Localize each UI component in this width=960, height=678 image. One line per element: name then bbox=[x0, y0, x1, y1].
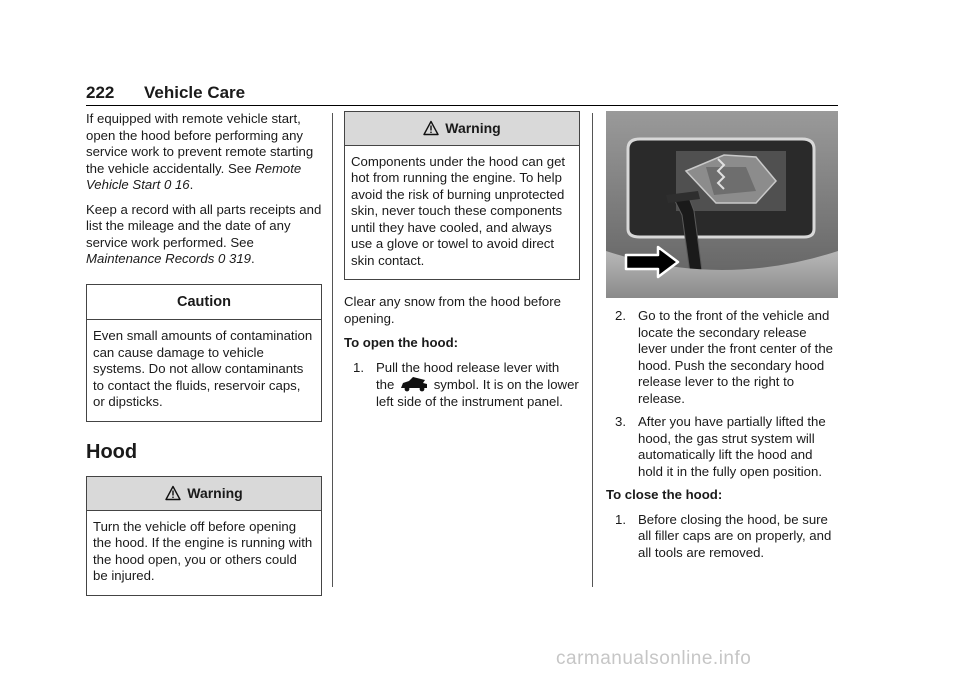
car-hood-open-icon bbox=[399, 376, 429, 392]
close-hood-heading: To close the hood: bbox=[606, 487, 723, 502]
page-number: 222 bbox=[86, 83, 115, 102]
page-ref-16[interactable]: 16 bbox=[174, 177, 190, 192]
open-hood-steps-continued bbox=[606, 308, 838, 480]
list-item: 1. Before closing the hood, be sure all filler caps are on properly, and all tools are removed. bbox=[615, 511, 832, 560]
warning-title: Warning bbox=[445, 120, 501, 136]
caution-text: Even small amounts of contamination can cause damage to vehicle systems. Do not allow contaminants to contact the fluids, reservoir caps, or dipsticks. bbox=[93, 328, 313, 409]
remote-start-paragraph: If equipped with remote vehicle start, open the hood before performing any service work to prevent remote starting the vehicle accidentally. See Remote Vehicle Start 0 16. bbox=[86, 111, 314, 192]
page-reference-icon: 0 bbox=[217, 251, 226, 266]
snow-paragraph: Clear any snow from the hood before opening. bbox=[344, 294, 561, 326]
open-hood-heading: To open the hood: bbox=[344, 335, 459, 350]
records-paragraph: Keep a record with all parts receipts and list the mileage and the date of any service work performed. See Maintenance Records 0 319. bbox=[86, 201, 322, 266]
maintenance-records-link[interactable]: Maintenance Records bbox=[86, 251, 215, 266]
page-ref-319[interactable]: 319 bbox=[228, 251, 251, 266]
remote-vehicle-start-link[interactable]: Remote Vehicle Start bbox=[86, 160, 302, 192]
warning-triangle-icon bbox=[423, 120, 439, 136]
column-left bbox=[86, 111, 322, 596]
column-divider-left bbox=[332, 113, 333, 587]
warning-header bbox=[87, 477, 321, 511]
list-item: 1. Pull the hood release lever with the symbol. It is on the lower left side of the instrument panel. bbox=[353, 359, 579, 409]
warning-text: Turn the vehicle off before opening the hood. If the engine is running with the hood open, you or others could be injured. bbox=[93, 518, 313, 583]
column-divider-right bbox=[592, 113, 593, 587]
secondary-release-lever-image bbox=[606, 111, 838, 298]
watermark: carmanualsonline.info bbox=[556, 648, 752, 669]
caution-title: Caution bbox=[87, 285, 321, 321]
list-item: 3. After you have partially lifted the hood, the gas strut system will automatically lift the hood and hold it in the fully open position. bbox=[615, 414, 826, 479]
open-hood-steps bbox=[344, 360, 580, 411]
warning-title: Warning bbox=[187, 485, 243, 501]
list-item: 2. Go to the front of the vehicle and locate the secondary release lever under the front center of the hood. Push the secondary hood release lever to the right to release. bbox=[615, 308, 833, 406]
hood-latch-illustration bbox=[606, 111, 838, 298]
warning-box-hot-components bbox=[344, 111, 580, 280]
column-right bbox=[606, 111, 838, 568]
warning-box-engine bbox=[86, 476, 322, 596]
caution-box bbox=[86, 284, 322, 422]
section-title: Vehicle Care bbox=[144, 83, 246, 102]
page-reference-icon: 0 bbox=[163, 177, 172, 192]
warning-triangle-icon bbox=[165, 485, 181, 501]
hood-heading: Hood bbox=[86, 440, 138, 463]
page-header bbox=[86, 83, 838, 106]
warning-header bbox=[345, 112, 579, 146]
close-hood-steps bbox=[606, 512, 838, 562]
column-middle bbox=[344, 111, 580, 417]
warning-text: Components under the hood can get hot from running the engine. To help avoid the risk of burning unprotected skin, never touch these components until they have cooled, and always use a glove or towel to avoid direct skin contact. bbox=[351, 153, 566, 268]
